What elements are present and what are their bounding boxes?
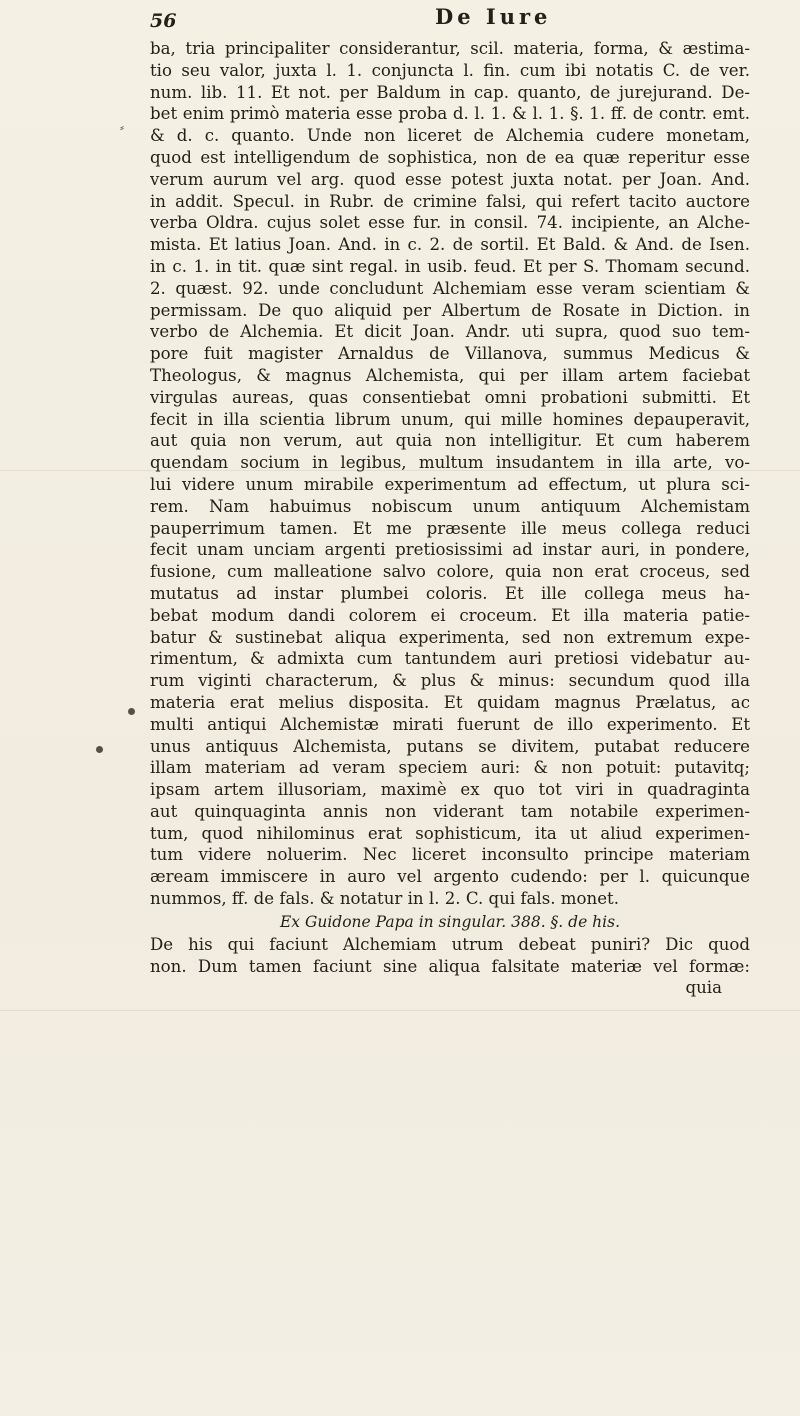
text-line: num. lib. 11. Et not. per Baldum in cap. quanto, de jurejurand. De- (150, 82, 750, 102)
text-line: nummos, ff. de fals. & notatur in l. 2. C. qui fals. monet. (150, 889, 619, 909)
text-line: æream immiscere in auro vel argento cudendo: per l. quicunque (150, 867, 750, 887)
text-line: non. Dum tamen faciunt sine aliqua falsitate materiæ vel formæ: (150, 956, 750, 976)
text-line: multi antiqui Alchemistæ mirati fuerunt de illo experimento. Et (150, 714, 750, 734)
paper-crease (0, 1010, 800, 1011)
text-line: tum videre noluerim. Nec liceret inconsulto principe materiam (150, 845, 750, 865)
text-line: pauperrimum tamen. Et me præsente ille meus collega reduci (150, 518, 750, 538)
text-line: rum viginti characterum, & plus & minus: secundum quod illa (150, 671, 750, 691)
text-line: 2. quæst. 92. unde concludunt Alchemiam esse veram scientiam & (150, 278, 750, 298)
page-header (150, 4, 710, 38)
text-line: verbo de Alchemia. Et dicit Joan. Andr. uti supra, quod suo tem- (150, 322, 750, 342)
text-line: tio seu valor, juxta l. 1. conjuncta l. fin. cum ibi notatis C. de ver. (150, 60, 750, 80)
text-line: bebat modum dandi colorem ei croceum. Et illa materia patie- (150, 605, 750, 625)
text-line: fecit in illa scientia librum unum, qui mille homines depauperavit, (150, 409, 750, 429)
text-line: aut quinquaginta annis non viderant tam notabile experimen- (150, 801, 750, 821)
text-line: verum aurum vel arg. quod esse potest juxta notat. per Joan. And. (150, 169, 750, 189)
text-line: rimentum, & admixta cum tantundem auri pretiosi videbatur au- (150, 649, 750, 669)
text-line: verba Oldra. cujus solet esse fur. in consil. 74. incipiente, an Alche- (150, 213, 750, 233)
text-line: quod est intelligendum de sophistica, non de ea quæ reperitur esse (150, 147, 750, 167)
text-line: tum, quod nihilominus erat sophisticum, ita ut aliud experimen- (150, 823, 750, 843)
main-text (150, 38, 750, 998)
text-line: permissam. De quo aliquid per Albertum de Rosate in Diction. in (150, 300, 750, 320)
page-number: 56 (150, 10, 177, 32)
text-line: & d. c. quanto. Unde non liceret de Alchemia cudere monetam, (150, 126, 750, 146)
text-line: rem. Nam habuimus nobiscum unum antiquum Alchemistam (150, 496, 750, 516)
ink-spot (96, 746, 103, 753)
text-line: materia erat melius disposita. Et quidam magnus Prælatus, ac (150, 692, 750, 712)
text-line: quendam socium in legibus, multum insudantem in illa arte, vo- (150, 453, 750, 473)
text-line: bet enim primò materia esse proba d. l. 1. & l. 1. §. 1. ff. de contr. emt. (150, 104, 750, 124)
text-line: mista. Et latius Joan. And. in c. 2. de sortil. Et Bald. & And. de Isen. (150, 235, 750, 255)
ink-spot (128, 708, 135, 715)
section-heading: Ex Guidone Papa in singular. 388. §. de his. (279, 912, 621, 931)
text-line: in c. 1. in tit. quæ sint regal. in usib. feud. Et per S. Thomam secund. (150, 256, 750, 276)
catchword: quia (685, 978, 722, 998)
text-line: in addit. Specul. in Rubr. de crimine falsi, qui refert tacito auctore (150, 191, 750, 211)
text-line: virgulas aureas, quas consentiebat omni probationi submitti. Et (150, 387, 750, 407)
text-line: illam materiam ad veram speciem auri: & non potuit: putavitq; (150, 758, 750, 778)
text-line: pore fuit magister Arnaldus de Villanova, summus Medicus & (150, 344, 750, 364)
text-line: batur & sustinebat aliqua experimenta, sed non extremum expe- (150, 627, 750, 647)
text-line: fecit unam unciam argenti pretiosissimi ad instar auri, in pondere, (150, 540, 750, 560)
running-title: De Iure (435, 4, 552, 29)
text-line: ipsam artem illusoriam, maximè ex quo tot viri in quadraginta (150, 780, 750, 800)
text-line: unus antiquus Alchemista, putans se divitem, putabat reducere (150, 736, 750, 756)
text-line: fusione, cum malleatione salvo colore, quia non erat croceus, sed (150, 562, 750, 582)
text-line: lui videre unum mirabile experimentum ad effectum, ut plura sci- (150, 474, 750, 494)
text-line: ba, tria principaliter considerantur, scil. materia, forma, & æstima- (150, 39, 750, 58)
text-line: Theologus, & magnus Alchemista, qui per illam artem faciebat (150, 365, 750, 385)
text-line: mutatus ad instar plumbei coloris. Et ille collega meus ha- (150, 583, 750, 603)
margin-mark: ⸗ (120, 120, 124, 134)
text-line: aut quia non verum, aut quia non intelligitur. Et cum haberem (150, 431, 750, 451)
text-line: De his qui faciunt Alchemiam utrum debeat puniri? Dic quod (150, 934, 750, 954)
